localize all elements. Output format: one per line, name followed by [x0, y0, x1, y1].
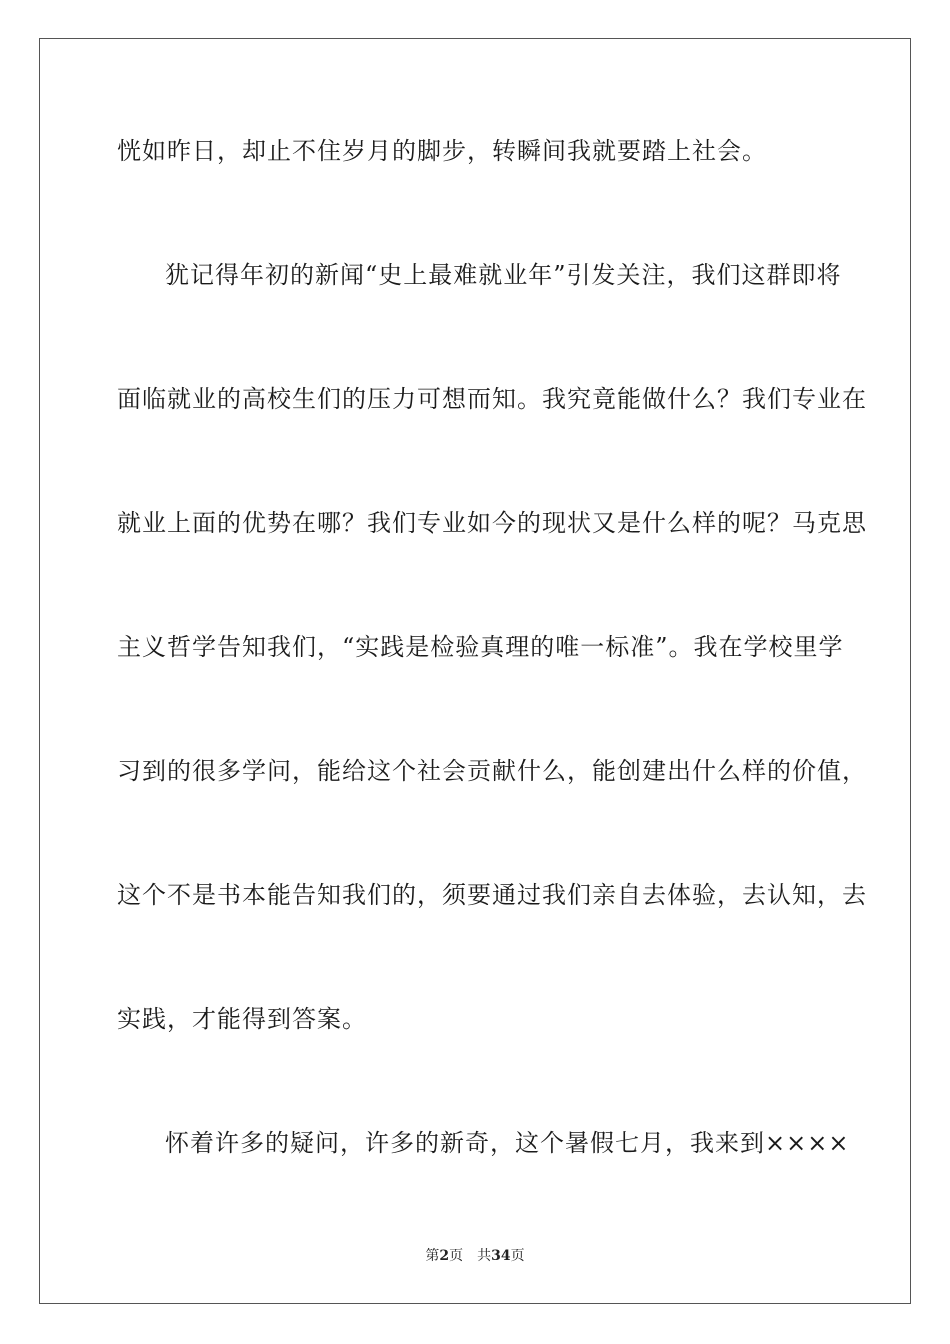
paragraph-line: 这个不是书本能告知我们的，须要通过我们亲自去体验，去认知，去	[117, 881, 867, 909]
footer-page-prefix: 第	[425, 1248, 440, 1264]
paragraph-line: 实践，才能得到答案。	[117, 1005, 367, 1033]
paragraph-line: 恍如昨日，却止不住岁月的脚步，转瞬间我就要踏上社会。	[117, 137, 767, 165]
paragraph-line: 主义哲学告知我们，“实践是检验真理的唯一标准”。我在学校里学	[117, 633, 844, 661]
footer-total-suffix: 页	[510, 1248, 525, 1264]
paragraph-line: 习到的很多学问，能给这个社会贡献什么，能创建出什么样的价值，	[117, 757, 867, 785]
footer-page-number: 2	[439, 1248, 450, 1264]
paragraph-line: 怀着许多的疑问，许多的新奇，这个暑假七月，我来到××××	[165, 1129, 850, 1157]
paragraph-line: 就业上面的优势在哪？我们专业如今的现状又是什么样的呢？马克思	[117, 509, 867, 537]
page-border	[39, 38, 911, 1304]
footer-page-suffix: 页	[449, 1248, 464, 1264]
footer-total-pages: 34	[491, 1248, 511, 1264]
paragraph-line: 犹记得年初的新闻“史上最难就业年”引发关注，我们这群即将	[165, 261, 842, 289]
page-footer	[0, 1246, 950, 1266]
paragraph-line: 面临就业的高校生们的压力可想而知。我究竟能做什么？我们专业在	[117, 385, 867, 413]
footer-total-prefix: 共	[477, 1248, 492, 1264]
